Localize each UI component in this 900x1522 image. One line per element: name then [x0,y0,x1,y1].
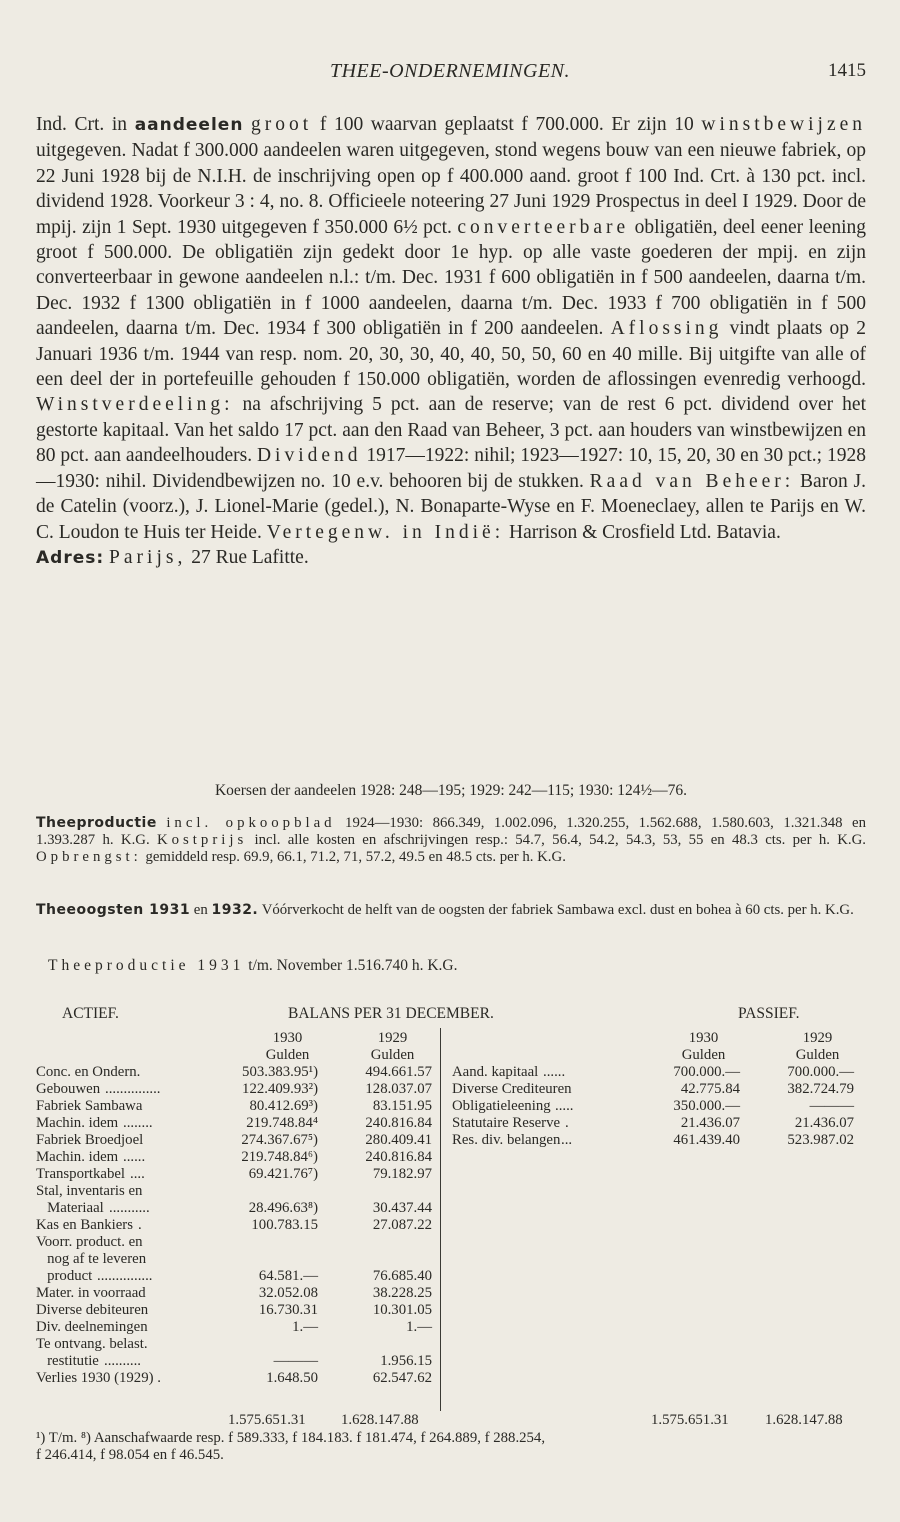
balance-row [36,1098,432,1115]
row-value-1930: 69.421.76⁷) [248,1166,318,1182]
row-value-1929: 1.956.15 [380,1353,432,1369]
currency-label: Gulden [681,1047,726,1063]
row-label: Gebouwen [36,1081,104,1097]
row-value-1930: 350.000.— [673,1098,740,1114]
text-run: uitgegeven. Nadat f 300.000 aandeelen waren uitgegeven, stond wegens bouw van een nieuwe fabriek, op 22 Juni 1928 bij de N.I.H. de inschrijving open op f 400.000 aand. groot f 100 Ind. Crt. à 130 pct. incl. dividend 1928. Voorkeur 3 : 4, no. 8. Officieele noteering 27 Juni 1929 Prospectus in deel I 1929. Door de mpij. zijn 1 Sept. 1930 uitgegeven f 350.000 6½ pct. [36,140,866,238]
actief-1930-header [250,1030,325,1064]
balance-row [452,1081,854,1098]
row-value-1929: 240.816.84 [365,1149,432,1165]
row-value-1929: 700.000.— [787,1064,854,1080]
row-leader: ... [561,1132,573,1148]
running-title: THEE-ONDERNEMINGEN. [329,60,571,82]
year-label: 1930 [688,1030,719,1046]
row-value-1929: 27.087.22 [372,1217,432,1233]
passief-heading: PASSIEF. [738,1005,800,1022]
theeproductie-label: Theeproductie [36,815,157,831]
row-value-1930: 28.496.63⁸) [248,1200,318,1216]
row-label: Machin. idem [36,1115,122,1131]
balance-row [36,1064,432,1081]
page-header [0,60,900,90]
row-value-1930: 21.436.07 [680,1115,740,1131]
text-run: t/m. November 1.516.740 h. K.G. [244,957,458,974]
balance-row [36,1115,432,1132]
row-value-1930: 219.748.84⁴ [246,1115,318,1131]
tea-production-paragraph [36,815,866,866]
balance-row [36,1353,432,1370]
row-label: Fabriek Sambawa [36,1098,143,1114]
row-label: restitutie [36,1353,103,1369]
balance-row [36,1251,432,1268]
row-value-1930: ——— [273,1353,318,1369]
emphasis-winstverdeeling: Winstverdeeling: [36,394,234,416]
row-value-1929: 83.151.95 [372,1098,432,1114]
passief-total-1930: 1.575.651.31 [651,1412,729,1428]
row-value-1929: 494.661.57 [365,1064,432,1080]
row-leader: . [138,1217,142,1233]
row-label: Aand. kapitaal [452,1064,542,1080]
row-label: Diverse debiteuren [36,1302,149,1318]
year-label: 1929 [377,1030,408,1046]
row-value-1929: 1.— [406,1319,432,1335]
actief-heading: ACTIEF. [62,1005,119,1022]
address-label: Adres: [36,547,105,568]
balance-row [36,1285,432,1302]
text-run: vindt plaats op 2 Januari 1936 t/m. 1944 van resp. nom. 20, 30, 30, 40, 40, 50, 50, 60 en 40 mille. Bij uitgifte van alle of een deel der in portefeuille gehouden f 150.000 obligatiën, worden de aflossingen evenredig verhoogd. [36,318,866,391]
row-value-1930: 64.581.— [258,1268,318,1284]
row-leader: .... [130,1166,145,1182]
text-run: Vóórverkocht de helft van de oogsten der fabriek Sambawa excl. dust en bohea à 60 cts. per h. K.G. [258,902,854,918]
balance-title: BALANS PER 31 DECEMBER. [288,1005,494,1022]
balance-row [36,1268,432,1285]
row-leader: ........ [123,1115,153,1131]
passief-1929-header [780,1030,855,1064]
emphasis-vertegenwoordiging: Vertegenw. in Indië: [266,521,505,543]
row-label: Fabriek Broedjoel [36,1132,144,1148]
emphasis-aflossing: Aflossing [610,318,723,340]
row-value-1929: 38.228.25 [372,1285,432,1301]
address-street: 27 Rue Lafitte. [186,546,309,568]
row-value-1930: 80.412.69³) [249,1098,318,1114]
balance-row [36,1336,432,1353]
passief-table [452,1064,854,1149]
emphasis-aandeelen: aandeelen [134,115,244,135]
row-value-1929: 523.987.02 [787,1132,854,1148]
currency-label: Gulden [265,1047,310,1063]
row-value-1929: 79.182.97 [372,1166,432,1182]
actief-1929-header [355,1030,430,1064]
actief-table [36,1064,432,1387]
row-value-1929: 10.301.05 [372,1302,432,1318]
balance-row [36,1370,432,1387]
emphasis-winstbewijzen: winstbewijzen [701,114,867,135]
actief-total-1930: 1.575.651.31 [228,1412,306,1428]
balance-divider [440,1028,441,1411]
row-value-1929: 240.816.84 [365,1115,432,1131]
row-label: product [36,1268,96,1284]
balance-row [452,1098,854,1115]
text-run: obligatiën, deel eener leening groot f 500.000. De obligatiën zijn gedekt door 1e hyp. op alle vaste goederen der mpij. en zijn converteerbaar in gewone aandeelen n.l.: t/m. Dec. 1931 f 600 obligatiën in f 500 aandeelen, daarna t/m. Dec. 1932 f 1300 obligatiën in f 1000 aandeelen, daarna t/m. Dec. 1933 f 700 obligatiën in f 500 aandeelen, daarna t/m. Dec. 1934 f 300 obligatiën in f 200 aandeelen. [36,216,866,340]
row-value-1929: ——— [809,1098,854,1114]
row-leader: ...... [123,1149,146,1165]
row-leader: ..... [555,1098,574,1114]
balance-row [36,1166,432,1183]
row-value-1930: 1.648.50 [266,1370,318,1386]
footnote-line: f 246.414, f 98.054 en f 46.545. [36,1447,224,1463]
balance-row [36,1217,432,1234]
row-value-1930: 700.000.— [673,1064,740,1080]
tea-harvest-paragraph [36,902,866,919]
row-leader: ...... [543,1064,566,1080]
year-label: 1929 [802,1030,833,1046]
emphasis-groot: groot [251,114,313,135]
row-value-1929: 21.436.07 [794,1115,854,1131]
balance-row [36,1081,432,1098]
row-leader: ............... [97,1268,153,1284]
row-leader: ............... [105,1081,161,1097]
kostprijs-label: Kostprijs [156,832,248,848]
text-run: Harrison & Crosfield Ltd. Batavia. [504,521,781,543]
row-label: Mater. in voorraad [36,1285,146,1301]
footnote-line: ¹) T/m. ⁸) Aanschafwaarde resp. f 589.333, f 184.183. f 181.474, f 264.889, f 288.254, [36,1430,546,1446]
production-1931 [48,957,458,975]
passief-1930-header [666,1030,741,1064]
text-run: Ind. Crt. in [36,114,135,135]
balance-row [36,1319,432,1336]
row-value-1930: 122.409.93²) [242,1081,318,1097]
actief-total-1929: 1.628.147.88 [341,1412,419,1428]
row-label: Stal, inventaris en [36,1183,143,1199]
row-value-1929: 280.409.41 [365,1132,432,1148]
row-label: Te ontvang. belast. [36,1336,148,1352]
theeoogsten-label: Theeoogsten 1931 [36,902,191,918]
page-number: 1415 [828,60,866,81]
share-prices: Koersen der aandeelen 1928: 248—195; 1929: 242—115; 1930: 124½—76. [214,782,688,799]
row-value-1930: 1.— [292,1319,318,1335]
balance-row [452,1115,854,1132]
currency-label: Gulden [370,1047,415,1063]
row-label: Statutaire Reserve [452,1115,564,1131]
row-value-1930: 100.783.15 [251,1217,318,1233]
row-label: Materiaal [36,1200,108,1216]
balance-row [452,1064,854,1081]
row-value-1930: 461.439.40 [673,1132,740,1148]
row-value-1929: 128.037.07 [365,1081,432,1097]
row-label: Obligatieleening [452,1098,555,1114]
address-city: Parijs, [109,546,187,568]
text-run: incl. alle kosten en afschrijvingen resp.: 54.7, 56.4, 54.2, 54.3, 53, 55 en 48.3 cts. per h. K.G. [247,832,867,848]
row-value-1930: 274.367.67⁵) [241,1132,318,1148]
row-value-1929: 76.685.40 [372,1268,432,1284]
text-run: 1924—1930: 866.349, 1.002.096, 1.320.255, 1.562.688, 1.580.603, 1.321.348 en 1.393.287 h. K.G. [36,815,867,848]
row-label: Transportkabel [36,1166,129,1182]
text-run: na afschrijving 5 pct. aan de reserve; van de rest 6 pct. dividend over het gestorte kapitaal. Van het saldo 17 pct. aan den Raad van Beheer, 3 pct. aan houders van winstbewijzen en 80 pct. aan aandeelhouders. [36,394,866,467]
text-run: Baron J. de Catelin (voorz.), J. Lionel-Marie (gedel.), N. Bonaparte-Wyse en F. Moeneclaey, allen te Parijs en W. C. Loudon te Huis ter Heide. [36,470,866,543]
row-value-1930: 503.383.95¹) [242,1064,318,1080]
opkoopblad-label: incl. opkoopblad [166,815,336,831]
balance-row [36,1302,432,1319]
row-value-1929: 30.437.44 [372,1200,432,1216]
row-label: nog af te leveren [36,1251,147,1267]
production-1931-label: Theeproductie 1931 [48,957,245,974]
theeoogsten-year: 1932. [211,902,259,918]
text-run: en [190,902,212,918]
row-leader: ........... [109,1200,150,1216]
footnote [36,1430,866,1464]
balance-row [36,1234,432,1251]
balance-row [36,1200,432,1217]
balance-header [0,1005,900,1027]
emphasis-converteerbare: converteerbare [457,216,630,238]
year-label: 1930 [272,1030,303,1046]
text-run: 1917—1922: nihil; 1923—1927: 10, 15, 20, 30 en 30 pct.; 1928—1930: nihil. Dividendbewijzen no. 10 e.v. behooren bij de stukken. [36,445,866,492]
row-label: Conc. en Ondern. [36,1064,145,1080]
row-leader: . [565,1115,569,1131]
balance-row [36,1183,432,1200]
balance-row [36,1132,432,1149]
text-run [243,114,251,135]
row-label: Verlies 1930 (1929) . [36,1370,161,1386]
row-value-1930: 42.775.84 [680,1081,740,1097]
row-label: Res. div. belangen [452,1132,561,1148]
row-value-1930: 219.748.84⁶) [241,1149,318,1165]
text-run: gemiddeld resp. 69.9, 66.1, 71.2, 71, 57.2, 49.5 en 48.5 cts. per h. K.G. [141,849,566,865]
row-value-1929: 62.547.62 [372,1370,432,1386]
balance-row [452,1132,854,1149]
row-label: Machin. idem [36,1149,122,1165]
row-value-1930: 16.730.31 [258,1302,318,1318]
row-label: Kas en Bankiers [36,1217,137,1233]
row-value-1929: 382.724.79 [787,1081,854,1097]
row-label: Div. deelnemingen [36,1319,148,1335]
company-description [36,112,866,571]
row-leader: .......... [104,1353,141,1369]
row-value-1930: 32.052.08 [258,1285,318,1301]
passief-total-1929: 1.628.147.88 [765,1412,843,1428]
row-label: Diverse Crediteuren [452,1081,572,1097]
row-label: Voorr. product. en [36,1234,143,1250]
opbrengst-label: Opbrengst: [36,849,142,865]
emphasis-raad-van-beheer: Raad van Beheer: [589,470,795,492]
currency-label: Gulden [795,1047,840,1063]
emphasis-dividend: Dividend [256,445,362,467]
text-run: f 100 waarvan geplaatst f 700.000. Er zijn 10 [312,114,702,135]
balance-row [36,1149,432,1166]
